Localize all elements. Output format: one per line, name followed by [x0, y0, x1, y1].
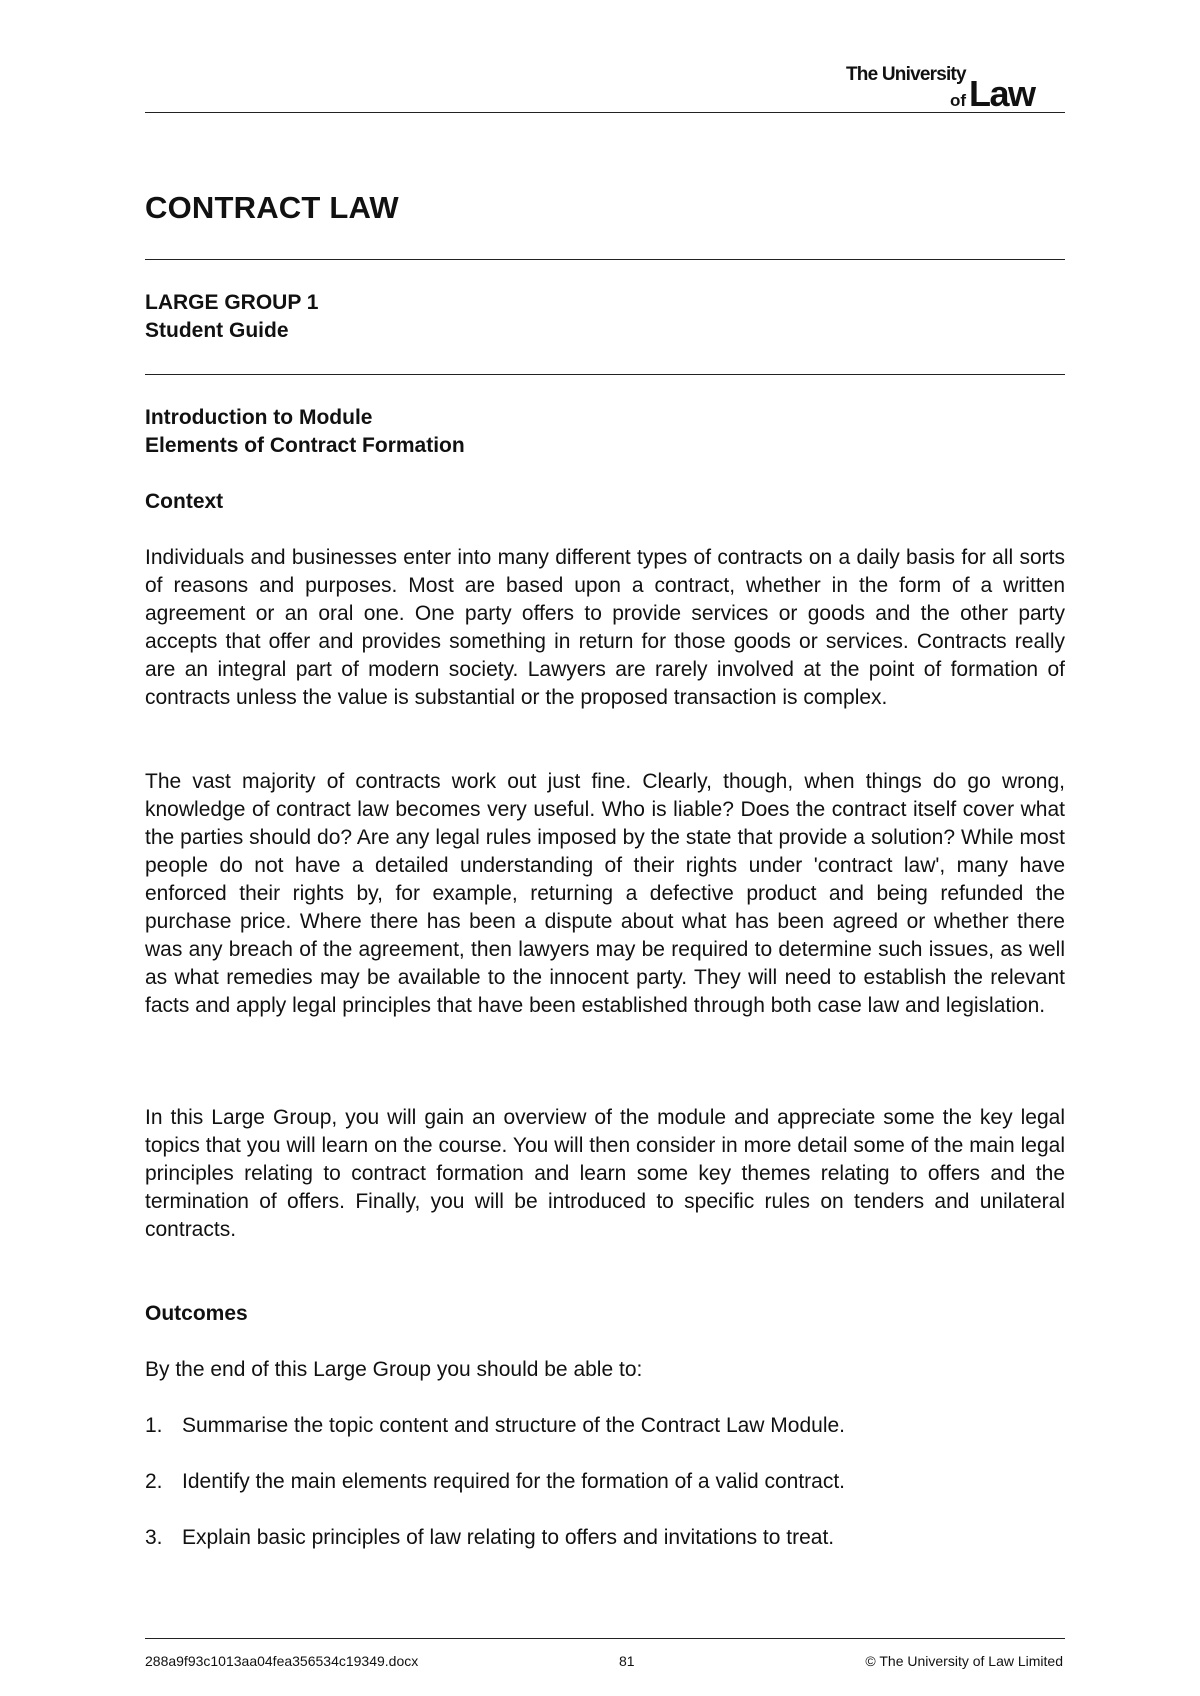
- footer-filename: 288a9f93c1013aa04fea356534c19349.docx: [145, 1653, 419, 1669]
- outcomes-list: [145, 1468, 1065, 1496]
- list-item-number: 1.: [145, 1414, 163, 1437]
- university-of-law-logo: [846, 62, 1066, 112]
- list-item-text: Summarise the topic content and structure of the Contract Law Module.: [182, 1414, 846, 1437]
- outcomes-list: [145, 1412, 1065, 1440]
- header-rule: [145, 112, 1065, 113]
- outcomes-intro: By the end of this Large Group you should be able to:: [145, 1358, 643, 1381]
- list-item: [145, 1412, 1065, 1440]
- group-heading: LARGE GROUP 1: [145, 291, 319, 314]
- footer-rule: [145, 1638, 1065, 1639]
- outcomes-heading: Outcomes: [145, 1302, 248, 1325]
- context-paragraph: In this Large Group, you will gain an overview of the module and appreciate some the key legal topics that you will learn on the course. You will then consider in more detail some of the main legal principles relating to contract formation and learn some key themes relating to offers and the termination of offers. Finally, you will be introduced to specific rules on tenders and unilateral contracts.: [145, 1106, 1065, 1241]
- list-item-text: Explain basic principles of law relating to offers and invitations to treat.: [182, 1526, 835, 1549]
- group-subheading: Student Guide: [145, 319, 289, 342]
- context-paragraph: Individuals and businesses enter into many different types of contracts on a daily basis for all sorts of reasons and purposes. Most are based upon a contract, whether in the form of a written agreement or an oral one. One party offers to provide services or goods and the other party accepts that offer and provides something in return for those goods or services. Contracts really are an integral part of modern society. Lawyers are rarely involved at the point of formation of contracts unless the value is substantial or the proposed transaction is complex.: [145, 546, 1065, 709]
- logo-line1: The University: [846, 64, 966, 85]
- document-title: CONTRACT LAW: [145, 190, 399, 225]
- logo-law: Law: [969, 73, 1035, 112]
- list-item: [145, 1524, 1065, 1552]
- footer-copyright: © The University of Law Limited: [865, 1653, 1063, 1669]
- topic-subheading: Elements of Contract Formation: [145, 434, 465, 457]
- list-item: [145, 1468, 1065, 1496]
- footer-page-number: 81: [619, 1653, 635, 1669]
- logo-of: of: [950, 91, 967, 110]
- section-rule: [145, 374, 1065, 375]
- outcomes-list: [145, 1524, 1065, 1552]
- list-item-number: 3.: [145, 1526, 163, 1549]
- context-heading: Context: [145, 490, 224, 513]
- context-paragraph: The vast majority of contracts work out just fine. Clearly, though, when things do go wrong, knowledge of contract law becomes very useful. Who is liable? Does the contract itself cover what the parties should do? Are any legal rules imposed by the state that provide a solution? While most people do not have a detailed understanding of their rights under 'contract law', many have enforced their rights by, for example, returning a defective product and being refunded the purchase price. Where there has been a dispute about what has been agreed or whether there was any breach of the agreement, then lawyers may be required to determine such issues, as well as what remedies may be available to the innocent party. They will need to establish the relevant facts and apply legal principles that have been established through both case law and legislation.: [145, 770, 1065, 1017]
- list-item-text: Identify the main elements required for the formation of a valid contract.: [182, 1470, 846, 1493]
- list-item-number: 2.: [145, 1470, 163, 1493]
- topic-heading: Introduction to Module: [145, 406, 373, 429]
- title-rule: [145, 259, 1065, 260]
